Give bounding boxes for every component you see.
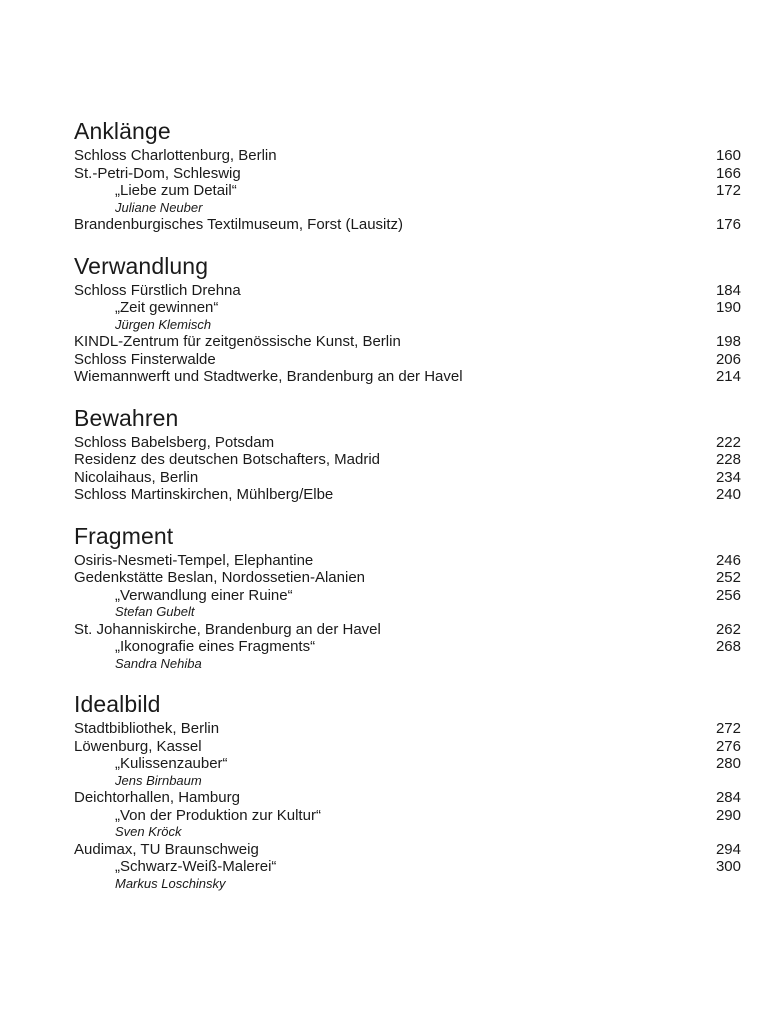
entry-page-number: 300 <box>715 858 741 875</box>
section-title: Bewahren <box>74 404 179 431</box>
entry-title: KINDL-Zentrum für zeitgenössische Kunst, Berlin <box>74 333 401 350</box>
entry-page-number: 272 <box>715 720 741 737</box>
entry-title: St. Johanniskirche, Brandenburg an der Havel <box>74 620 381 638</box>
toc-section-bewahren <box>74 403 741 504</box>
entry-title: Schloss Charlottenburg, Berlin <box>74 147 277 164</box>
entry-page-number: 252 <box>715 569 741 586</box>
entry-title: Gedenkstätte Beslan, Nordossetien-Alanien <box>74 569 366 586</box>
entry-page-number: 166 <box>715 164 741 182</box>
toc-entry[interactable] <box>74 841 741 859</box>
toc-essay-entry[interactable] <box>74 755 741 773</box>
essay-author: Juliane Neuber <box>115 199 203 215</box>
toc-entry[interactable] <box>74 333 741 351</box>
toc-entry[interactable] <box>74 486 741 504</box>
toc-entry[interactable] <box>74 552 741 570</box>
toc-entry[interactable] <box>74 789 741 807</box>
entry-title: Schloss Babelsberg, Potsdam <box>74 433 275 451</box>
toc-entry[interactable] <box>74 216 741 234</box>
entry-title: Deichtorhallen, Hamburg <box>74 789 240 806</box>
essay-title: „Zeit gewinnen“ <box>115 299 219 316</box>
entry-title: Audimax, TU Braunschweig <box>74 840 259 858</box>
entry-title: Schloss Finsterwalde <box>74 350 216 368</box>
entry-page-number: 294 <box>715 840 741 858</box>
entry-title: Schloss Martinskirchen, Mühlberg/Elbe <box>74 486 334 503</box>
essay-author: Jürgen Klemisch <box>115 316 212 332</box>
section-title: Anklänge <box>74 118 171 144</box>
essay-title: „Liebe zum Detail“ <box>115 182 237 199</box>
entry-page-number: 176 <box>715 216 741 233</box>
entry-title: Schloss Fürstlich Drehna <box>74 281 241 299</box>
entry-page-number: 190 <box>715 299 741 316</box>
toc-entry[interactable] <box>74 282 741 300</box>
toc-essay-entry[interactable] <box>74 299 741 317</box>
entry-page-number: 276 <box>715 737 741 755</box>
section-title: Verwandlung <box>74 252 209 279</box>
essay-author: Stefan Gubelt <box>115 604 195 619</box>
entry-page-number: 246 <box>715 551 741 569</box>
entry-page-number: 240 <box>715 486 741 503</box>
toc-entry[interactable] <box>74 368 741 386</box>
entry-title: Wiemannwerft und Stadtwerke, Brandenburg an der Havel <box>74 368 463 385</box>
entry-page-number: 172 <box>715 182 741 199</box>
entry-page-number: 284 <box>715 789 741 806</box>
entry-title: Stadtbibliothek, Berlin <box>74 720 220 737</box>
section-title: Idealbild <box>74 691 161 717</box>
toc-essay-entry[interactable] <box>74 182 741 200</box>
toc-entry[interactable] <box>74 165 741 183</box>
essay-author: Markus Loschinsky <box>115 875 226 891</box>
entry-page-number: 280 <box>715 755 741 772</box>
entry-page-number: 184 <box>715 281 741 299</box>
toc-section-idealbild <box>74 689 741 892</box>
toc-section-verwandlung <box>74 251 741 386</box>
entry-page-number: 198 <box>715 333 741 350</box>
toc-section-anklaenge <box>74 116 741 234</box>
toc-entry[interactable] <box>74 469 741 487</box>
toc-entry[interactable] <box>74 720 741 738</box>
essay-author: Jens Birnbaum <box>115 772 202 788</box>
entry-title: Löwenburg, Kassel <box>74 737 202 755</box>
entry-page-number: 290 <box>715 806 741 824</box>
toc-section-fragment <box>74 521 741 673</box>
toc-entry[interactable] <box>74 434 741 452</box>
toc-entry[interactable] <box>74 451 741 469</box>
toc-essay-entry[interactable] <box>74 587 741 605</box>
entry-title: Osiris-Nesmeti-Tempel, Elephantine <box>74 551 314 569</box>
entry-title: Residenz des deutschen Botschafters, Madrid <box>74 451 380 468</box>
essay-title: „Von der Produktion zur Kultur“ <box>115 806 321 824</box>
toc-entry[interactable] <box>74 147 741 165</box>
entry-page-number: 206 <box>715 350 741 368</box>
toc-essay-entry[interactable] <box>74 638 741 656</box>
toc-essay-entry[interactable] <box>74 858 741 876</box>
toc-entry[interactable] <box>74 621 741 639</box>
entry-page-number: 160 <box>715 147 741 164</box>
entry-page-number: 268 <box>715 638 741 655</box>
essay-author: Sandra Nehiba <box>115 655 202 671</box>
toc-entry[interactable] <box>74 351 741 369</box>
entry-title: Brandenburgisches Textilmuseum, Forst (Lausitz) <box>74 216 404 233</box>
entry-title: St.-Petri-Dom, Schleswig <box>74 164 241 182</box>
essay-author: Sven Kröck <box>115 824 182 839</box>
table-of-contents <box>74 116 741 892</box>
entry-page-number: 214 <box>715 368 741 385</box>
essay-title: „Kulissenzauber“ <box>115 755 228 772</box>
toc-entry[interactable] <box>74 738 741 756</box>
entry-page-number: 256 <box>715 586 741 604</box>
entry-page-number: 262 <box>715 620 741 638</box>
essay-title: „Schwarz-Weiß-Malerei“ <box>115 858 277 875</box>
essay-title: „Verwandlung einer Ruine“ <box>115 586 293 604</box>
essay-title: „Ikonografie eines Fragments“ <box>115 638 316 655</box>
entry-page-number: 228 <box>715 451 741 468</box>
entry-page-number: 234 <box>715 468 741 486</box>
entry-page-number: 222 <box>715 433 741 451</box>
section-title: Fragment <box>74 522 174 549</box>
entry-title: Nicolaihaus, Berlin <box>74 468 199 486</box>
toc-essay-entry[interactable] <box>74 807 741 825</box>
toc-entry[interactable] <box>74 569 741 587</box>
